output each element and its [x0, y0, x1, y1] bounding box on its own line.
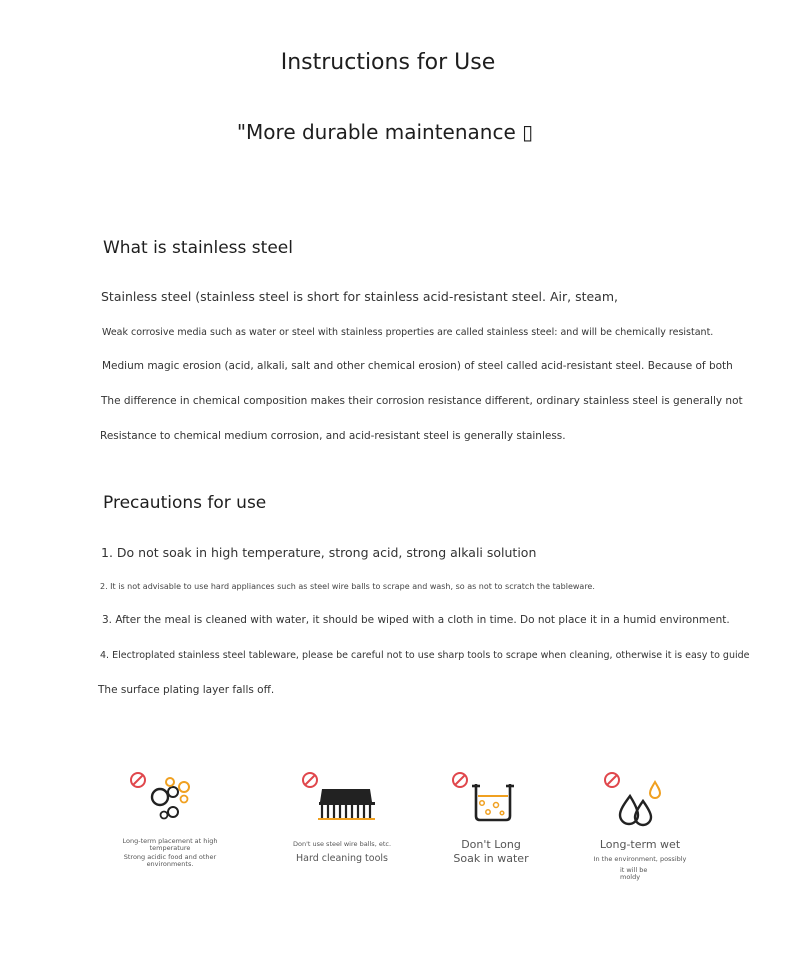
precaution-item-4: 4. Electroplated stainless steel tableware, please be careful not to use sharp tools to scrape when cleaning, otherwise it is easy to guide [100, 650, 750, 661]
stainless-line-5: Resistance to chemical medium corrosion, and acid-resistant steel is generally stainless. [100, 430, 566, 442]
precaution-item-3: 3. After the meal is cleaned with water, it should be wiped with a cloth in time. Do not place it in a humid environment. [102, 614, 730, 626]
caption-line: it will be [620, 866, 648, 875]
warning-tile-hard-tools [300, 768, 380, 828]
brush-icon [300, 768, 380, 828]
prohibit-icon [131, 773, 145, 787]
caption-line: Don't use steel wire balls, etc. [292, 840, 392, 848]
stainless-line-3: Medium magic erosion (acid, alkali, salt and other chemical erosion) of steel called acid-resistant steel. Because of both [102, 360, 733, 372]
soak-bowl-icon [450, 768, 520, 828]
page-subtitle: "More durable maintenance ▯ [236, 120, 534, 144]
prohibit-icon [453, 773, 467, 787]
warning-tile-soak [450, 768, 520, 828]
precaution-item-5: The surface plating layer falls off. [98, 684, 275, 696]
caption-line: Don't Long [461, 838, 521, 851]
caption-line: environments. [146, 860, 194, 869]
stainless-line-1: Stainless steel (stainless steel is short for stainless acid-resistant steel. Air, steam, [101, 289, 618, 304]
water-drops-icon [602, 768, 672, 830]
caption-hard-tools [282, 841, 402, 865]
bubbles-icon [128, 768, 198, 828]
precaution-item-2: 2. It is not advisable to use hard appliances such as steel wire balls to scrape and wash, so as not to scratch the tableware. [100, 582, 595, 591]
stainless-line-2: Weak corrosive media such as water or steel with stainless properties are called stainless steel: and will be chemically resistant. [102, 327, 714, 338]
stainless-line-4: The difference in chemical composition makes their corrosion resistance different, ordinary stainless steel is generally not [101, 395, 743, 407]
caption-high-temperature [110, 838, 230, 869]
section-heading-precautions: Precautions for use [103, 493, 267, 513]
warning-tile-high-temperature [128, 768, 198, 828]
warning-tile-humid [602, 768, 672, 830]
caption-line: Long-term wet [599, 838, 681, 851]
caption-line: Strong acidic food and other [123, 853, 217, 862]
page-title: Instructions for Use [280, 50, 496, 75]
caption-humid [580, 839, 700, 882]
prohibit-icon [605, 773, 619, 787]
prohibit-icon [303, 773, 317, 787]
caption-line: Long-term placement at high [122, 837, 218, 845]
caption-line: Soak in water [453, 852, 529, 866]
caption-line: In the environment, possibly [593, 855, 687, 864]
caption-line: temperature [149, 844, 191, 853]
caption-line: moldy [620, 873, 641, 882]
caption-soak [430, 839, 552, 865]
precaution-item-1: 1. Do not soak in high temperature, strong acid, strong alkali solution [101, 545, 537, 560]
caption-line: Hard cleaning tools [296, 853, 388, 865]
section-heading-stainless: What is stainless steel [103, 238, 293, 258]
